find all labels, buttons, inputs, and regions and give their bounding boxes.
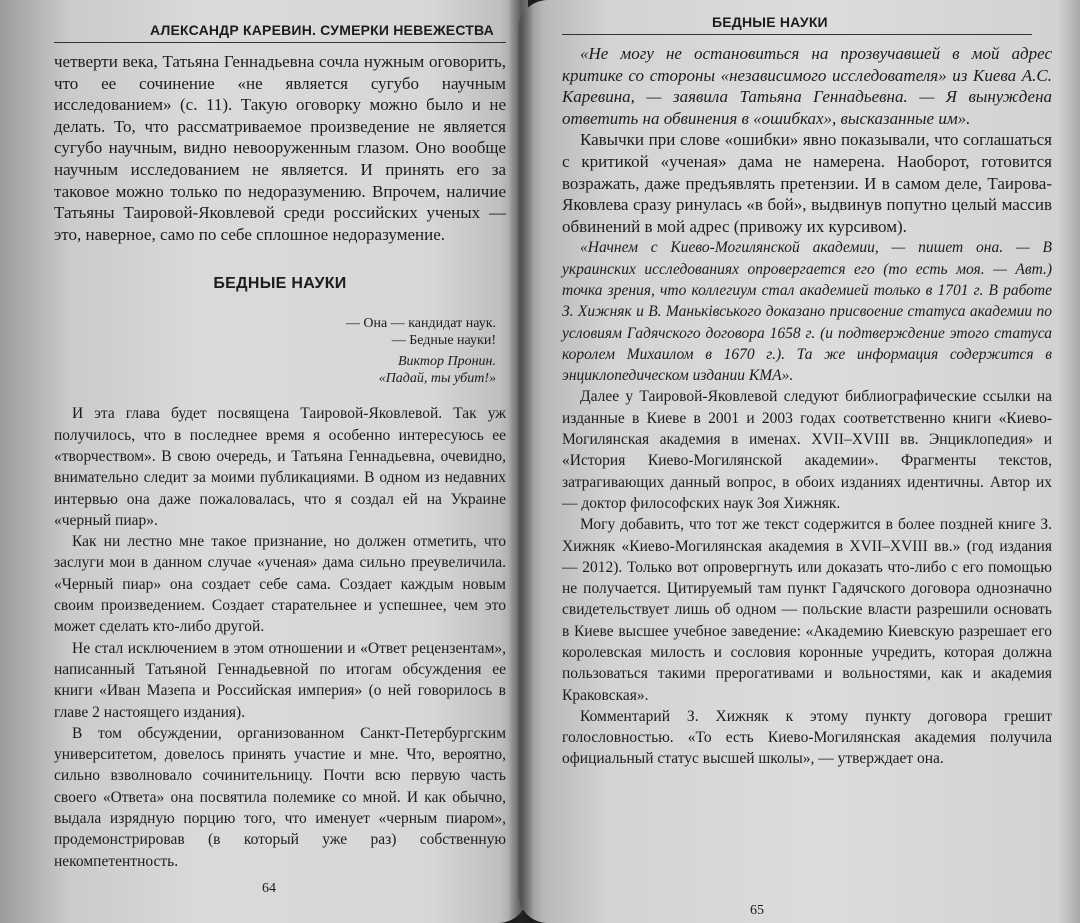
right-paragraph-3: Могу добавить, что тот же текст содержится в более поздней книге З. Хижняк «Киево-Могилянская академия в XVII–XVIII вв.» (год издания — 2012). Только вот опровергнуть или доказать что-либо с его помощью не получается. Цитируемый там пункт Гадячского договора однозначно свидетельствует лишь об одном — польские власти разрешили основать в Киеве высшее учебное заведение: «Академию Киевскую разрешает его королевская милость и сословия коронные учредить, которая должна пользоваться такими прерогативами и вольностями, как и академия Краковская». [562, 516, 1052, 704]
left-intro-paragraph: четверти века, Татьяна Геннадьевна сочла нужным оговорить, что ее сочинение «не является сугубо научным исследованием» (с. 11). Такую оговорку можно было и не делать. То, что рассматриваемое произведение не является сугубо научным, видно невооруженным глазом. Оно вообще научным исследованием не является. И принять его за таковое можно только по недоразумению. Впрочем, наличие Татьяны Таировой-Яковлевой среди российских ученых — это, наверное, само по себе сплошное недоразумение. [54, 52, 506, 244]
right-paragraph-4: Комментарий З. Хижняк к этому пункту договора грешит голословностью. «То есть Киево-Могилянская академия получила официальный статус высшей школы», — утверждает она. [562, 707, 1052, 768]
epigraph-line-2: — Бедные науки! [391, 333, 496, 349]
right-page-number: 65 [750, 903, 764, 918]
left-paragraph-3: Не стал исключением в этом отношении и «Ответ рецензентам», написанный Татьяной Геннадьевной по итогам обсуждения ее книги «Иван Мазепа и Российская империя» (о ней говорилось в главе 2 настоящего издания). [54, 639, 506, 721]
epigraph-author: Виктор Пронин. [397, 354, 496, 370]
left-page-number: 64 [262, 881, 276, 896]
right-page [518, 0, 1080, 923]
left-paragraph-2: Как ни лестно мне такое признание, но должен отметить, что заслуги мои в данном случае «ученая» дама сильно преувеличила. «Черный пиар» она создает себе сама. Создает каждым новым своим произведением. Создает старательнее и успешнее, чем это может сделать кто-либо другой. [54, 533, 506, 636]
chapter-title: БЕДНЫЕ НАУКИ [213, 275, 347, 293]
right-paragraph-2: Далее у Таировой-Яковлевой следуют библиографические ссылки на изданные в Киеве в 2001 и 2003 годах соответственно книги «Киево-Могилянская академия в именах. XVII–XVIII вв. Энциклопедия» и «История Киево-Могилянской академии». Фрагменты текстов, затрагивающих данный вопрос, в обоих изданиях идентичны. Автор их — доктор философских наук Зоя Хижняк. [562, 388, 1052, 512]
epigraph-line-1: — Она — кандидат наук. [345, 316, 496, 332]
epigraph [54, 315, 506, 387]
left-paragraph-1: И эта глава будет посвящена Таировой-Яковлевой. Так уж получилось, что в последнее время я особенно интересуюсь ее «творчеством». В свою очередь, и Татьяна Геннадьевна, очевидно, внимательно следит за моими публикациями. В одном из недавних интервью она даже пожаловалась, что я создал ей на Украине «черный пиар». [54, 405, 506, 529]
right-running-head: БЕДНЫЕ НАУКИ [562, 14, 1032, 35]
left-paragraph-4: В том обсуждении, организованном Санкт-Петербургским университетом, довелось принять участие и мне. Что, вероятно, сильно взволновало сочинительницу. Почти всю первую часть своего «Ответа» она посвятила полемике со мной. И как обычно, выдала изрядную порцию того, что именует «черным пиаром», продемонстрировав (в который уже раз) собственную некомпетентность. [54, 724, 506, 870]
right-quote-1: «Не могу не остановиться на прозвучавшей в мой адрес критике со стороны «независимого исследователя» из Киева А.С. Каревина, — заявила Татьяна Геннадьевна. — Я вынуждена ответить на обвинения в «ошибках», высказанные им». [562, 44, 1052, 128]
right-paragraph-1: Кавычки при слове «ошибки» явно показывали, что соглашаться с критикой «ученая» дама не намерена. Наоборот, готовится возражать, даже предъявлять претензии. И в самом деле, Таирова-Яковлева сразу ринулась «в бой», выдвинув попутно целый массив обвинений в мой адрес (привожу их курсивом). [562, 130, 1052, 236]
left-page [0, 0, 528, 923]
epigraph-work: «Падай, ты убит!» [378, 371, 496, 387]
right-quote-2: «Начнем с Киево-Могилянской академии, — пишет она. — В украинских исследованиях опровергается его (то есть моя. — Авт.) точка зрения, что коллегиум стал академией только в 1701 г. В работе З. Хижняк и В. Маньківського доказано присвоение статуса академии по условиям Гадячского договора 1658 г. (и подтверждение этого статуса королем Михаилом в 1670 г.). Та же информация содержится в энциклопедическом издании КМА». [562, 239, 1052, 385]
left-running-head: АЛЕКСАНДР КАРЕВИН. СУМЕРКИ НЕВЕЖЕСТВА [54, 22, 506, 43]
